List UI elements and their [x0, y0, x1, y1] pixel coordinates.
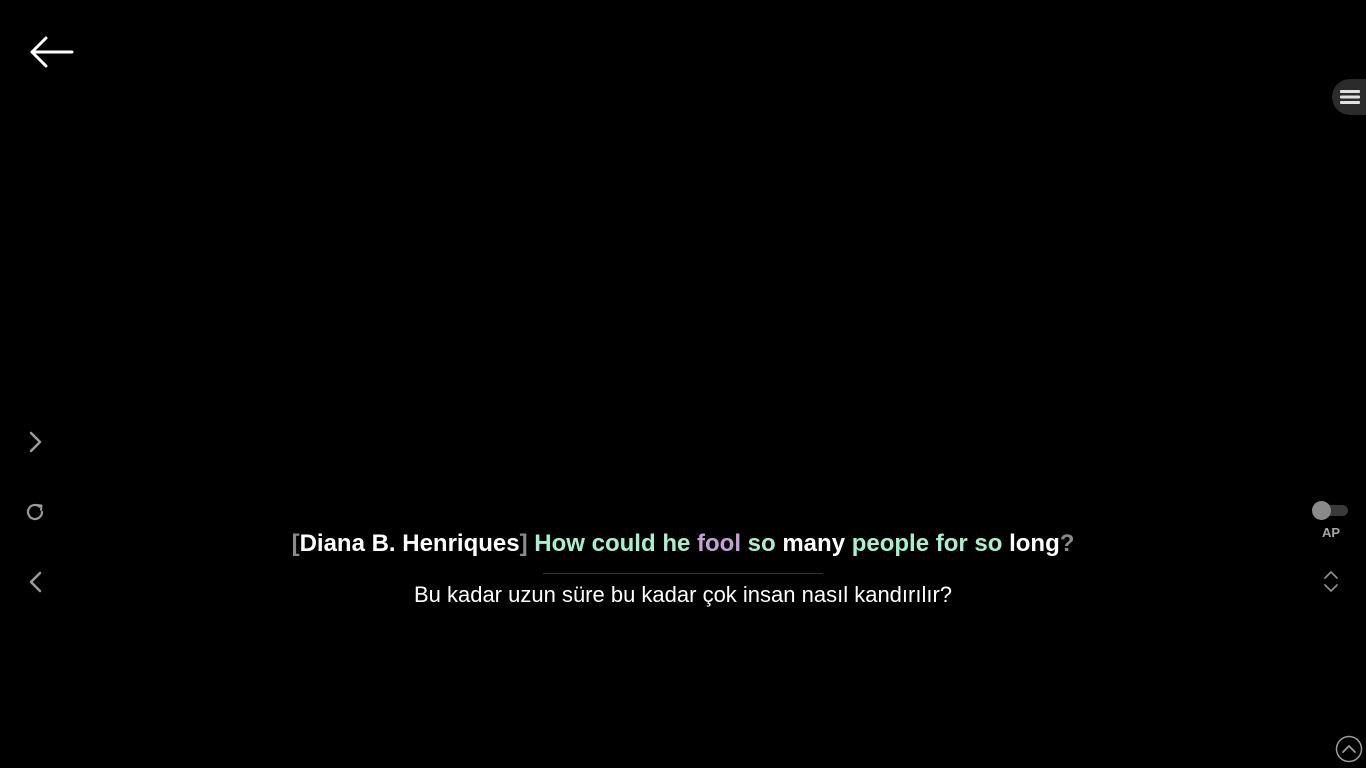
arrow-left-icon: [26, 32, 78, 72]
speaker-bracket-open: [: [291, 530, 300, 557]
scroll-top-icon: [1335, 735, 1363, 763]
subtitle-line: [0, 530, 1366, 558]
next-subtitle-button[interactable]: [22, 428, 50, 456]
speaker-name: Diana B. Henriques: [299, 530, 520, 557]
subtitle-word[interactable]: people: [851, 530, 930, 557]
subtitle-word[interactable]: could: [591, 530, 656, 557]
translation-line: Bu kadar uzun süre bu kadar çok insan nasıl kandırılır?: [413, 582, 953, 607]
subtitle-word[interactable]: so: [974, 530, 1003, 557]
subtitle-word[interactable]: many: [782, 530, 846, 557]
subtitle-word[interactable]: How: [534, 530, 585, 557]
autopause-toggle[interactable]: [1312, 501, 1348, 519]
autopause-label: AP: [1321, 525, 1341, 540]
speaker-bracket-close: ]: [519, 530, 528, 557]
subtitle-word[interactable]: for: [935, 530, 968, 557]
subtitle-word[interactable]: so: [747, 530, 776, 557]
toggle-knob: [1312, 501, 1331, 520]
chevron-right-icon: [22, 428, 50, 456]
subtitle-position-button[interactable]: [1321, 570, 1341, 594]
subtitle-word[interactable]: he: [662, 530, 691, 557]
back-button[interactable]: [26, 32, 78, 72]
menu-button[interactable]: [1332, 79, 1366, 115]
scroll-top-button[interactable]: [1335, 735, 1363, 763]
hamburger-menu-icon: [1340, 87, 1360, 107]
subtitle-word[interactable]: fool: [697, 530, 741, 557]
chevron-up-down-icon: [1321, 570, 1341, 594]
replay-icon: [22, 498, 50, 526]
subtitle-word[interactable]: long: [1009, 530, 1060, 557]
subtitle-divider: [543, 573, 823, 574]
replay-subtitle-button[interactable]: [22, 498, 50, 526]
subtitle-end-punctuation: ?: [1059, 530, 1075, 557]
